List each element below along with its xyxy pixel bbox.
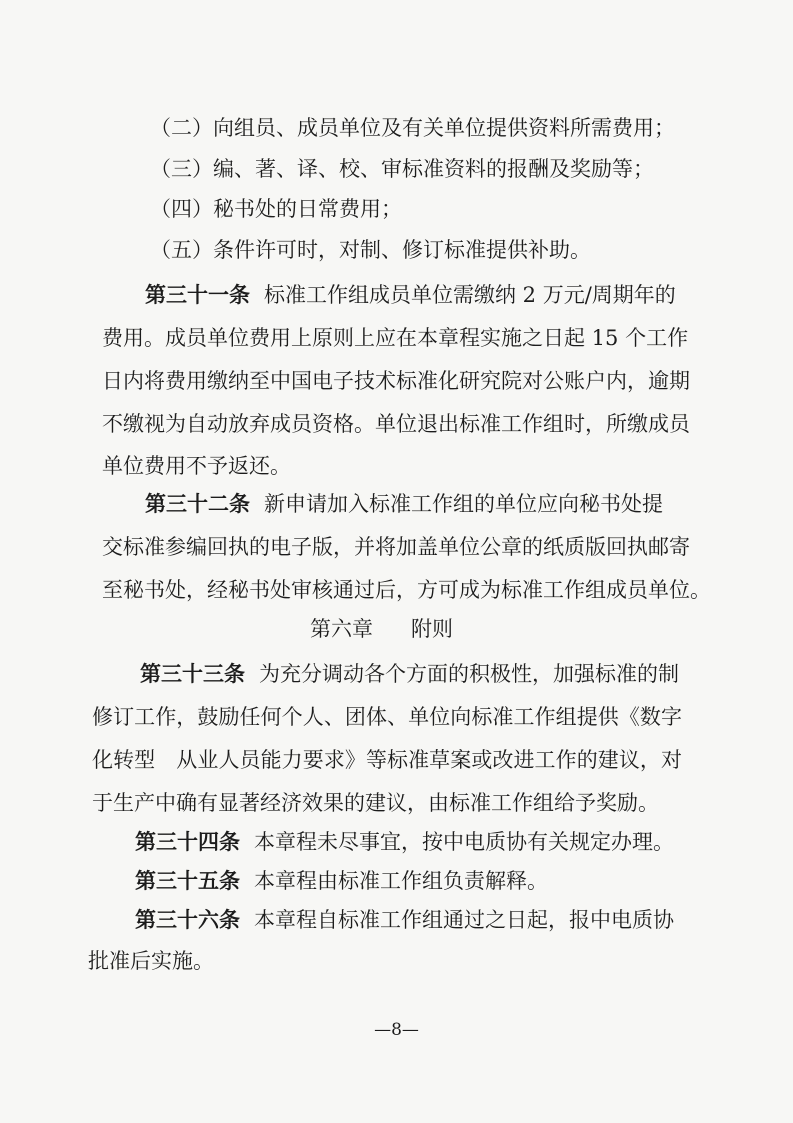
list-item: （四）秘书处的日常费用； <box>150 197 402 221</box>
article-33-text: 为充分调动各个方面的积极性，加强标准的制 <box>259 662 679 686</box>
article-32-title: 第三十二条 <box>145 492 250 516</box>
article-34-line <box>135 827 674 857</box>
article-33-line: 化转型 从业人员能力要求》等标准草案或改进工作的建议，对 <box>92 748 682 772</box>
article-33-first-line <box>140 659 679 689</box>
article-35-title: 第三十五条 <box>135 869 240 893</box>
list-item: （三）编、著、译、校、审标准资料的报酬及奖励等； <box>150 157 654 181</box>
article-33-line: 修订工作，鼓励任何个人、团体、单位向标准工作组提供《数字 <box>92 705 682 729</box>
article-31-line: 单位费用不予返还。 <box>102 454 291 478</box>
article-36-first-line <box>135 905 674 935</box>
article-31-line: 日内将费用缴纳至中国电子技术标准化研究院对公账户内，逾期 <box>102 369 690 393</box>
article-36-line: 批准后实施。 <box>88 949 214 973</box>
article-31-text: 标准工作组成员单位需缴纳 2 万元/周期年的 <box>264 283 676 307</box>
chapter-number: 第六章 <box>310 617 373 641</box>
chapter-name: 附则 <box>411 617 453 641</box>
article-36-title: 第三十六条 <box>135 908 240 932</box>
list-item: （二）向组员、成员单位及有关单位提供资料所需费用； <box>150 116 675 140</box>
article-35-line <box>135 866 548 896</box>
article-32-line: 至秘书处，经秘书处审核通过后，方可成为标准工作组成员单位。 <box>102 578 711 602</box>
article-33-line: 于生产中确有显著经济效果的建议，由标准工作组给予奖励。 <box>92 791 659 815</box>
chapter-heading <box>310 614 453 644</box>
list-item: （五）条件许可时，对制、修订标准提供补助。 <box>150 238 591 262</box>
article-36-text: 本章程自标准工作组通过之日起，报中电质协 <box>254 908 674 932</box>
article-31-line: 费用。成员单位费用上原则上应在本章程实施之日起 15 个工作 <box>102 326 689 350</box>
article-35-text: 本章程由标准工作组负责解释。 <box>254 869 548 893</box>
article-33-title: 第三十三条 <box>140 662 245 686</box>
page-number: —8— <box>374 1020 419 1040</box>
article-32-first-line <box>145 489 663 519</box>
article-34-title: 第三十四条 <box>135 830 240 854</box>
article-32-text: 新申请加入标准工作组的单位应向秘书处提 <box>264 492 663 516</box>
article-31-title: 第三十一条 <box>145 283 250 307</box>
article-34-text: 本章程未尽事宜，按中电质协有关规定办理。 <box>254 830 674 854</box>
article-31-first-line <box>145 280 676 310</box>
article-31-line: 不缴视为自动放弃成员资格。单位退出标准工作组时，所缴成员 <box>102 412 690 436</box>
article-32-line: 交标准参编回执的电子版，并将加盖单位公章的纸质版回执邮寄 <box>102 535 690 559</box>
